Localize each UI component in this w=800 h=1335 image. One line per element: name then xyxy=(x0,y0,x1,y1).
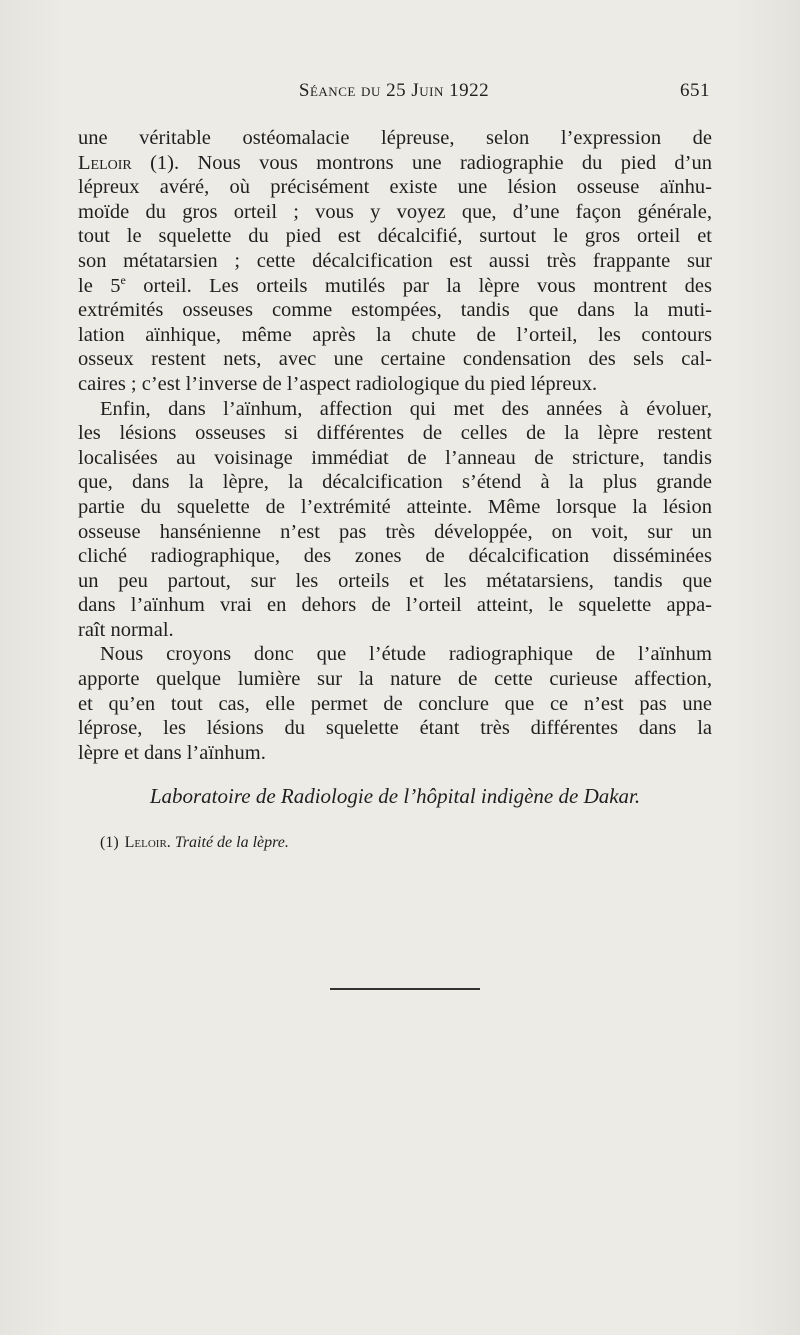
text-line: un peu partout, sur les orteils et les métatarsiens, tandis que xyxy=(78,569,712,592)
footnote xyxy=(100,834,289,852)
text-line: partie du squelette de l’extrémité atteinte. Même lorsque la lésion xyxy=(78,495,712,518)
running-header xyxy=(78,80,710,108)
footnote-mark: (1) xyxy=(100,834,119,851)
text-line: localisées au voisinage immédiat de l’anneau de stricture, tandis xyxy=(78,446,712,469)
text-line: léprose, les lésions du squelette étant très différentes dans la xyxy=(78,717,712,740)
text-line: Nous croyons donc que l’étude radiographique de l’aïnhum xyxy=(100,643,712,666)
author-name: Leloir xyxy=(78,151,132,174)
text-line: une véritable ostéomalacie lépreuse, selon l’expression de xyxy=(78,127,712,149)
superscript: e xyxy=(120,272,126,287)
text-run: le 5 xyxy=(78,274,121,297)
text-line: que, dans la lèpre, la décalcification s’étend à la plus grande xyxy=(78,471,712,494)
text-run: orteil. Les orteils mutilés par la lèpre vous montrent des xyxy=(125,274,713,297)
text-line: les lésions osseuses si différentes de celles de la lèpre restent xyxy=(78,422,712,445)
text-line xyxy=(78,151,712,176)
text-line: osseux restent nets, avec une certaine condensation des sels cal- xyxy=(78,348,712,371)
body-text xyxy=(78,126,712,765)
text-line: moïde du gros orteil ; vous y voyez que, d’une façon générale, xyxy=(78,200,712,223)
text-line: Enfin, dans l’aïnhum, affection qui met des années à évoluer, xyxy=(100,397,712,420)
text-line: caires ; c’est l’inverse de l’aspect radiologique du pied lépreux. xyxy=(78,372,598,395)
text-line: tout le squelette du pied est décalcifié, surtout le gros orteil et xyxy=(78,225,712,248)
page-number: 651 xyxy=(680,80,710,101)
text-line: osseuse hansénienne n’est pas très développée, on voit, sur un xyxy=(78,520,712,543)
text-line: lépreux avéré, où précisément existe une lésion osseuse aïnhu- xyxy=(78,176,712,199)
text-line: lèpre et dans l’aïnhum. xyxy=(78,741,266,764)
text-line: cliché radiographique, des zones de décalcification disséminées xyxy=(78,545,712,568)
text-line: son métatarsien ; cette décalcification est aussi très frappante sur xyxy=(78,249,712,272)
text-line xyxy=(78,274,712,299)
running-header-title: Séance du 25 Juin 1922 xyxy=(298,80,490,101)
section-rule xyxy=(330,988,480,990)
text-line: extrémités osseuses comme estompées, tandis que dans la muti- xyxy=(78,299,712,322)
text-line: apporte quelque lumière sur la nature de cette curieuse affection, xyxy=(78,668,712,691)
footnote-author: Leloir. xyxy=(124,834,171,851)
text-line: raît normal. xyxy=(78,618,174,641)
text-run: (1). Nous vous montrons une radiographie du pied d’un xyxy=(131,151,712,174)
text-line: lation aïnhique, même après la chute de l’orteil, les contours xyxy=(78,323,712,346)
footnote-title: Traité de la lèpre. xyxy=(174,834,289,851)
text-line: et qu’en tout cas, elle permet de conclure que ce n’est pas une xyxy=(78,692,712,715)
affiliation-caption: Laboratoire de Radiologie de l’hôpital indigène de Dakar. xyxy=(149,784,641,808)
text-line: dans l’aïnhum vrai en dehors de l’orteil atteint, le squelette appa- xyxy=(78,594,712,617)
